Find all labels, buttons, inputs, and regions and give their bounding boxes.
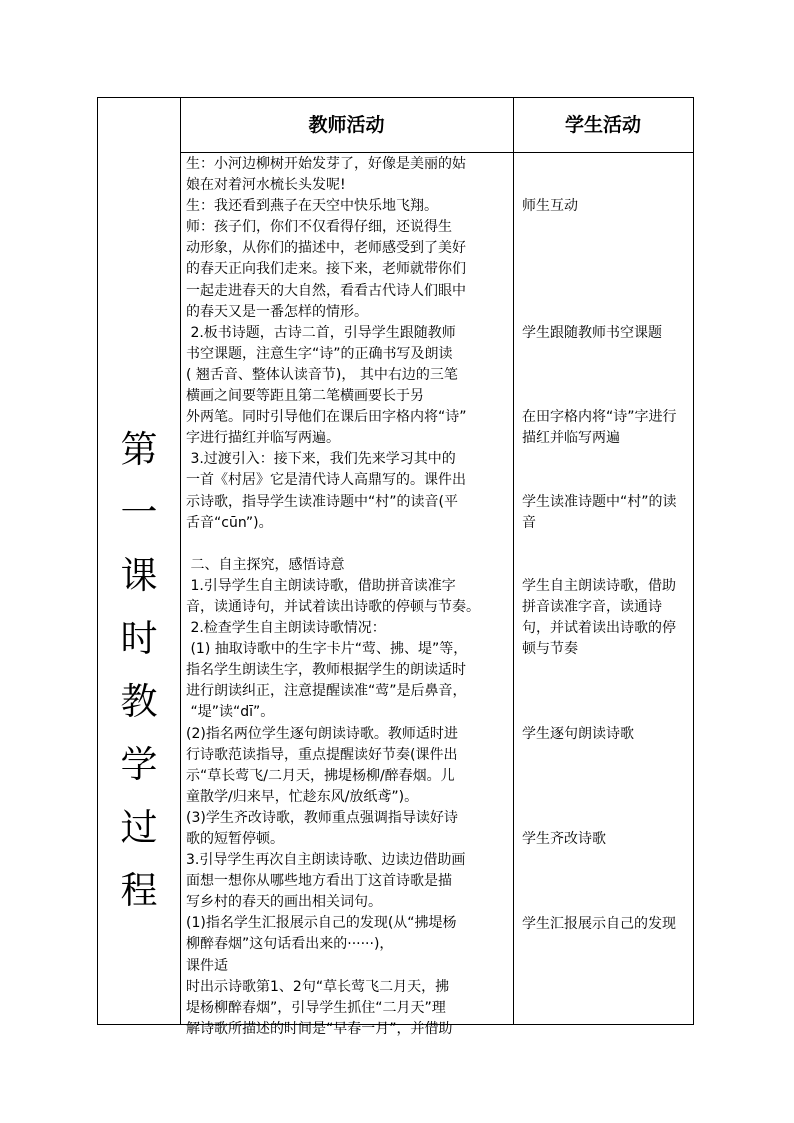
teacher-line: 动形象，从你们的描述中，老师感受到了美好 [186, 240, 466, 257]
teacher-line: 课件适 [186, 957, 228, 974]
teacher-line: 歌的短暂停顿。 [186, 831, 284, 847]
teacher-line: 行诗歌范读指导，重点提醒读好节奏(课件出 [186, 746, 458, 763]
teacher-line: 示“草长莺飞/二月天，拂堤杨柳/醉春烟。儿 [186, 767, 455, 784]
side-title-char: 第 [120, 428, 158, 471]
column-divider-left [180, 98, 181, 1024]
student-note: 师生互动 [522, 198, 578, 215]
teacher-line: 进行朗读纠正，注意提醒读准“莺”是后鼻音， [186, 683, 467, 700]
side-title-char: 程 [120, 869, 158, 912]
teacher-line: 外两笔。同时引导他们在课后田字格内将“诗” [186, 409, 467, 426]
teacher-line: 的春天正向我们走来。接下来，老师就带你们 [186, 261, 466, 278]
teacher-line [186, 534, 508, 555]
teacher-line: 字进行描红并临写两遍。 [186, 430, 340, 447]
side-title-char: 时 [120, 617, 158, 660]
side-title [98, 418, 180, 922]
side-title-char: 一 [120, 491, 158, 534]
teacher-line: 一起走进春天的大自然，看看古代诗人们眼中 [186, 282, 466, 299]
teacher-line: 音，读通诗句，并试着读出诗歌的停顿与节奏。 [186, 598, 480, 615]
teacher-line: 娘在对着河水梳长头发呢! [186, 177, 346, 194]
lesson-table [97, 97, 694, 1037]
teacher-line: 2.板书诗题，古诗二首，引导学生跟随教师 [186, 324, 456, 341]
student-note: 学生跟随教师书空课题 [522, 324, 662, 341]
teacher-activity-content [186, 154, 508, 1040]
teacher-line: (2)指名两位学生逐句朗读诗歌。教师适时进 [186, 725, 458, 742]
teacher-line: 写乡村的春天的画出相关词句。 [186, 894, 382, 911]
teacher-line: 解诗歌所描述的时间是“早春一月”，并借助 [186, 1020, 453, 1037]
side-title-cell [98, 98, 180, 1024]
teacher-line: 3.过渡引入：接下来，我们先来学习其中的 [186, 451, 456, 468]
student-activity-header: 学生活动 [564, 114, 641, 136]
teacher-line: 指名学生朗读生字，教师根据学生的朗读适时 [186, 662, 466, 679]
teacher-line: 横画之间要等距且第二笔横画要长于另 [186, 388, 424, 405]
teacher-line: 3.引导学生再次自主朗读诗歌、边读边借助画 [186, 852, 466, 869]
teacher-line: 童散学/归来早，忙趁东风/放纸鸢”)。 [186, 788, 419, 805]
student-note: 学生读准诗题中“村”的读音 [522, 493, 677, 531]
teacher-line: “堤”读“dī”。 [186, 704, 275, 721]
student-note: 学生逐句朗读诗歌 [522, 725, 634, 742]
student-note: 学生自主朗读诗歌，借助拼音读准字音，读通诗句，并试着读出诗歌的停顿与节奏 [522, 578, 676, 658]
teacher-line: 面想一想你从哪些地方看出丁这首诗歌是描 [186, 873, 452, 890]
teacher-line: (1)指名学生汇报展示自己的发现(从“拂堤杨 [186, 915, 457, 932]
teacher-activity-header: 教师活动 [308, 114, 385, 136]
student-note: 学生汇报展示自己的发现 [522, 915, 676, 932]
teacher-line: (1) 抽取诗歌中的生字卡片“莺、拂、堤”等， [186, 641, 468, 658]
teacher-line: 堤杨柳醉春烟”，引导学生抓住“二月天”理 [186, 999, 446, 1016]
teacher-line: 生：小河边柳树开始发芽了，好像是美丽的姑 [186, 156, 466, 172]
teacher-line: 师：孩子们，你们不仅看得仔细，还说得生 [186, 219, 452, 236]
side-title-char: 学 [120, 743, 158, 786]
teacher-line: 书空课题，注意生字“诗”的正确书写及朗读 [186, 345, 453, 362]
teacher-line: ( 翘舌音、整体认读音节)， 其中右边的三笔 [186, 366, 458, 383]
teacher-line: 二、自主探究，感悟诗意 [186, 556, 345, 573]
teacher-line: 生：我还看到燕子在天空中快乐地飞翔。 [186, 198, 438, 215]
teacher-line: 时出示诗歌第1、2句“草长莺飞二月天，拂 [186, 978, 450, 995]
student-note: 学生齐改诗歌 [522, 831, 606, 848]
teacher-line: 示诗歌，指导学生读准诗题中“村”的读音(平 [186, 493, 458, 510]
teacher-line: 1.引导学生自主朗读诗歌，借助拼音读准字 [186, 577, 456, 594]
column-divider-right [513, 98, 514, 1024]
side-title-char: 过 [120, 806, 158, 849]
header-divider [180, 152, 693, 153]
teacher-line: 2.检查学生自主朗读诗歌情况： [186, 620, 386, 637]
teacher-line: (3)学生齐改诗歌，教师重点强调指导读好诗 [186, 809, 458, 826]
teacher-line: 舌音“cūn”)。 [186, 514, 273, 531]
student-note: 在田字格内将“诗”字进行描红并临写两遍 [522, 409, 677, 447]
side-title-char: 课 [120, 554, 158, 597]
teacher-line: 一首《村居》它是清代诗人高鼎写的。课件出 [186, 472, 466, 489]
side-title-char: 教 [120, 680, 158, 723]
teacher-line: 的春天又是一番怎样的情形。 [186, 303, 368, 320]
teacher-line: 柳醉春烟”这句话看出来的······)， [186, 936, 394, 953]
